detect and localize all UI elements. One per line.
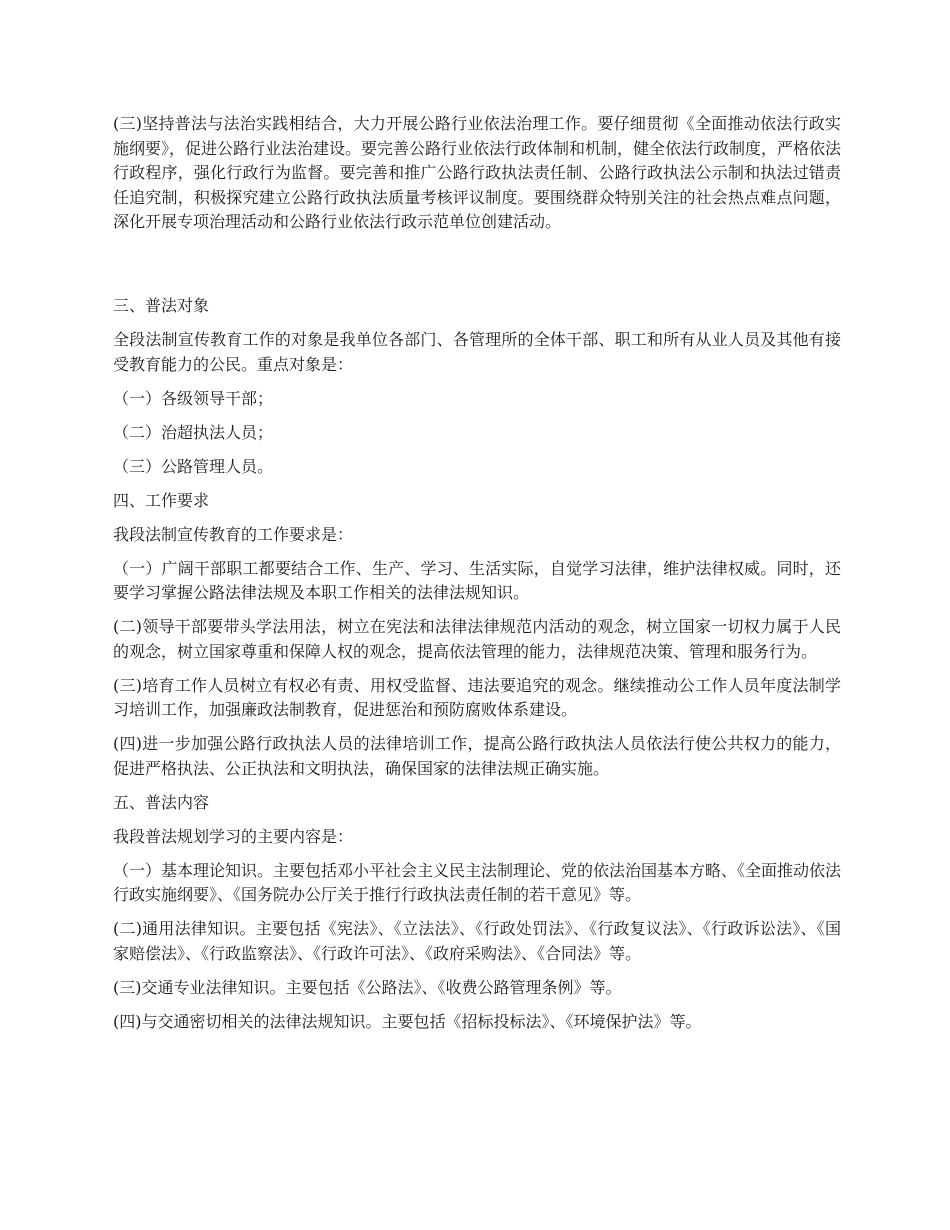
heading-section-5: 五、普法内容 [113, 792, 210, 812]
list-item-leaders: （一）各级领导干部； [113, 388, 274, 408]
paragraph-content-intro: 我段普法规划学习的主要内容是： [113, 826, 354, 846]
paragraph-requirement-4: (四)进一步加强公路行政执法人员的法律培训工作，提高公路行政执法人员依法行使公共权力的能力，促进严格执法、公正执法和文明执法，确保国家的法律法规正确实施。 [113, 734, 841, 778]
heading-section-3: 三、普法对象 [113, 296, 210, 315]
paragraph-target-audience: 全段法制宣传教育工作的对象是我单位各部门、各管理所的全体干部、职工和所有从业人员及其他有接受教育能力的公民。重点对象是： [113, 330, 841, 374]
paragraph-content-2: (二)通用法律知识。主要包括《宪法》、《立法法》、《行政处罚法》、《行政复议法》、《行政诉讼法》、《国家赔偿法》、《行政监察法》、《行政许可法》、《政府采购法》、《合同法》等。 [113, 919, 841, 963]
paragraph-requirement-2: (二)领导干部要带头学法用法，树立在宪法和法律法律规范内活动的观念，树立国家一切权力属于人民的观念，树立国家尊重和保障人权的观念，提高依法管理的能力，法律规范决策、管理和服务行为。 [113, 617, 841, 661]
list-item-road-managers: （三）公路管理人员。 [113, 456, 274, 476]
paragraph-content-1: （一）基本理论知识。主要包括邓小平社会主义民主法制理论、党的依法治国基本方略、《全面推动依法行政实施纲要》、《国务院办公厅关于推行行政执法责任制的若干意见》等。 [113, 860, 842, 904]
paragraph-requirement-3: (三)培育工作人员树立有权必有责、用权受监督、违法要追究的观念。继续推动公工作人员年度法制学习培训工作，加强廉政法制教育，促进惩治和预防腐败体系建设。 [113, 675, 841, 719]
list-item-enforcement-staff: （二）治超执法人员； [113, 422, 274, 442]
section-spacer [113, 244, 841, 294]
paragraph-requirement-1: （一）广阔干部职工都要结合工作、生产、学习、生活实际，自觉学习法律，维护法律权威。同时，还要学习掌握公路法律法规及本职工作相关的法律法规知识。 [113, 558, 841, 602]
heading-section-4: 四、工作要求 [113, 490, 210, 510]
paragraph-requirements-intro: 我段法制宣传教育的工作要求是： [113, 524, 354, 544]
paragraph-content-3: (三)交通专业法律知识。主要包括《公路法》、《收费公路管理条例》等。 [113, 977, 622, 997]
document-page [113, 112, 841, 1044]
paragraph-content-4: (四)与交通密切相关的法律法规知识。主要包括《招标投标法》、《环境保护法》等。 [113, 1011, 702, 1031]
paragraph-legal-governance: (三)坚持普法与法治实践相结合，大力开展公路行业依法治理工作。要仔细贯彻《全面推动依法行政实施纲要》，促进公路行业法治建设。要完善公路行业依法行政体制和机制，健全依法行政制度，严格依法行政程序，强化行政行为监督。要完善和推广公路行政执法责任制、公路行政执法公示制和执法过错责任追究制，积极探究建立公路行政执法质量考核评议制度。要围绕群众特别关注的社会热点难点问题，深化开展专项治理活动和公路行业依法行政示范单位创建活动。 [113, 114, 842, 231]
